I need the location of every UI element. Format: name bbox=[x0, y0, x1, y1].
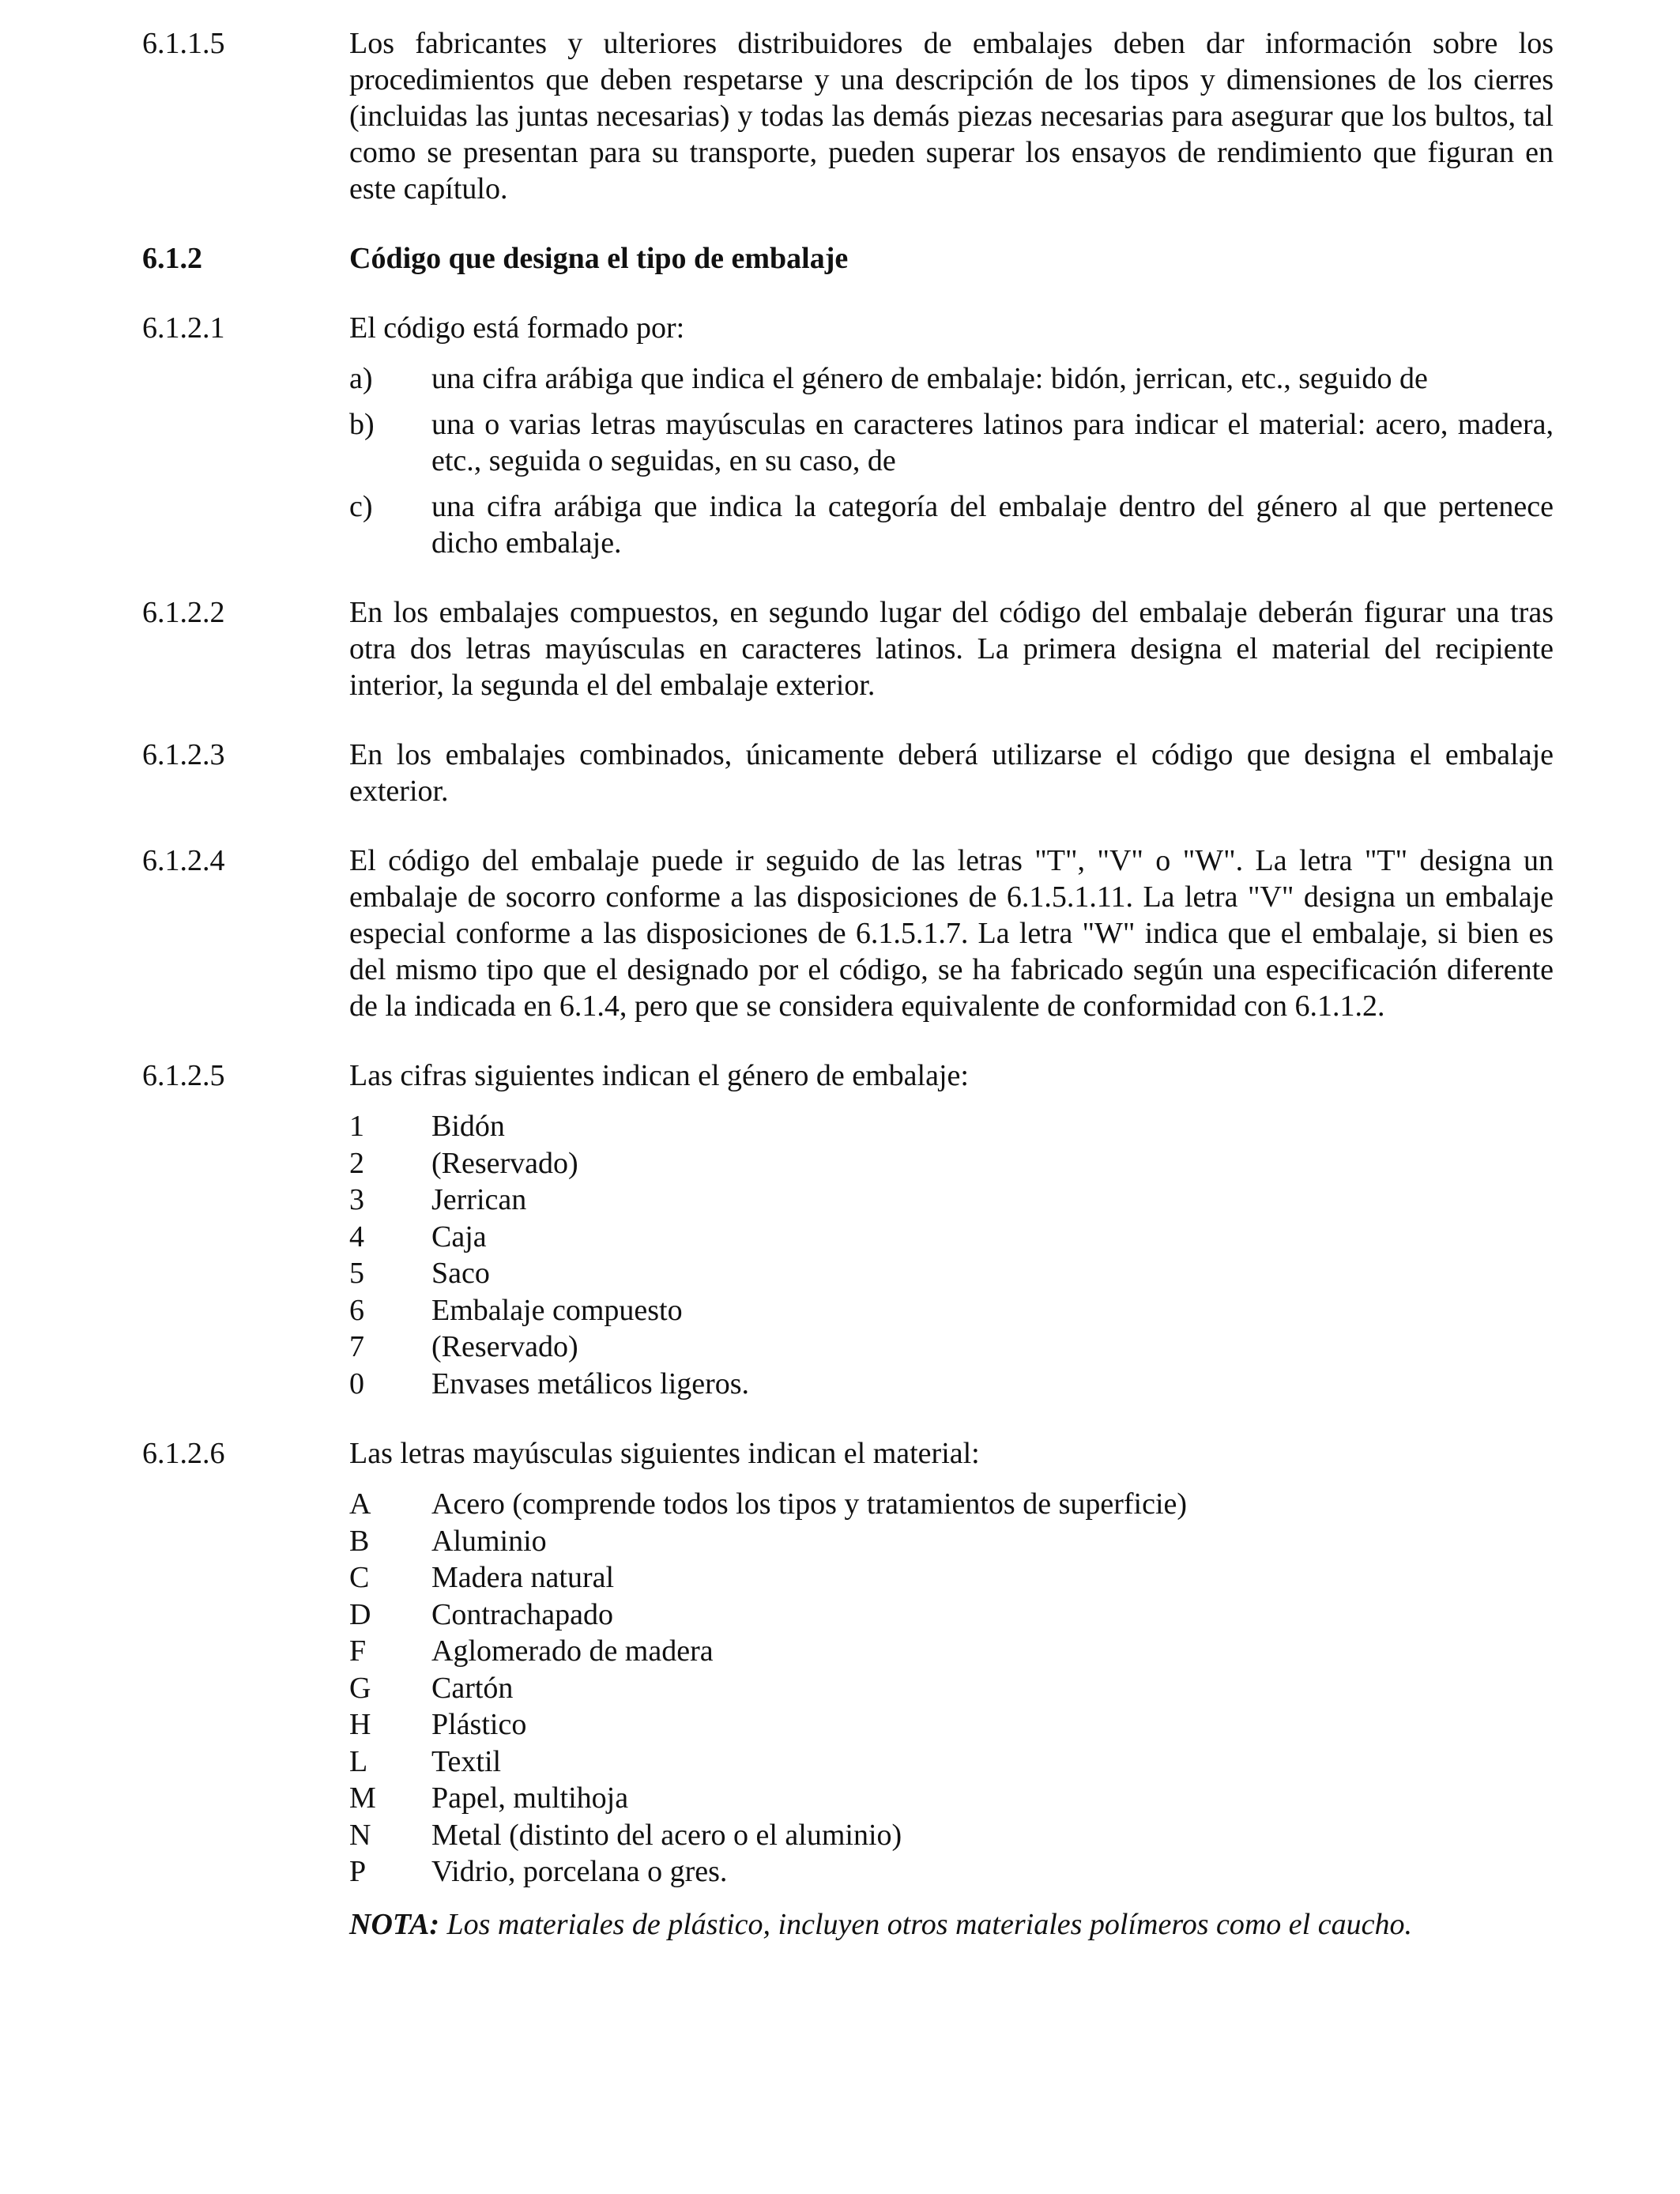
section-6-1-2-2 bbox=[142, 594, 1554, 703]
code-row bbox=[349, 1255, 1554, 1292]
section-paragraph: El código del embalaje puede ir seguido de las letras "T", "V" o "W". La letra "T" designa un embalaje de socorro conforme a las disposiciones de 6.1.5.1.11. La letra "V" designa un embalaje especial conforme a las disposiciones de 6.1.5.1.7. La letra "W" indica que el embalaje, si bien es del mismo tipo que el designado por el código, se ha fabricado según una especificación diferente de la indicada en 6.1.4, pero que se considera equivalente de conformidad con 6.1.1.2. bbox=[349, 844, 1554, 1023]
code-key: D bbox=[349, 1597, 371, 1631]
code-key: F bbox=[349, 1634, 367, 1668]
code-desc: Saco bbox=[431, 1257, 490, 1290]
code-row bbox=[349, 1145, 1554, 1182]
section-number: 6.1.2.2 bbox=[142, 596, 225, 629]
section-paragraph: En los embalajes compuestos, en segundo lugar del código del embalaje deberán figurar una tras otra dos letras mayúsculas en caracteres latinos. La primera designa el material del recipiente interior, la segunda el del embalaje exterior. bbox=[349, 596, 1554, 702]
section-6-1-1-5 bbox=[142, 25, 1554, 207]
code-desc: Metal (distinto del acero o el aluminio) bbox=[431, 1818, 902, 1852]
code-desc: Plástico bbox=[431, 1708, 527, 1741]
list-item-text: una o varias letras mayúsculas en caracteres latinos para indicar el material: acero, madera, etc., seguida o seguidas, en su caso, de bbox=[431, 408, 1554, 477]
section-paragraph: Los fabricantes y ulteriores distribuidores de embalajes deben dar información sobre los procedimientos que deben respetarse y una descripción de los tipos y dimensiones de los cierres (incluidas las juntas necesarias) y todas las demás piezas necesarias para asegurar que los bultos, tal como se presentan para su transporte, pueden superar los ensayos de rendimiento que figuran en este capítulo. bbox=[349, 27, 1554, 205]
code-desc: Aluminio bbox=[431, 1524, 547, 1558]
code-key: N bbox=[349, 1818, 371, 1852]
code-key: A bbox=[349, 1487, 371, 1521]
section-number: 6.1.2.1 bbox=[142, 311, 225, 345]
code-row bbox=[349, 1219, 1554, 1256]
code-key: 3 bbox=[349, 1183, 364, 1216]
code-desc: Embalaje compuesto bbox=[431, 1293, 683, 1327]
list-item-label: c) bbox=[349, 490, 373, 523]
code-desc: Papel, multihoja bbox=[431, 1781, 629, 1815]
code-row bbox=[349, 1523, 1554, 1560]
section-6-1-2-3 bbox=[142, 737, 1554, 809]
code-row bbox=[349, 1780, 1554, 1817]
code-key: 5 bbox=[349, 1257, 364, 1290]
code-row bbox=[349, 1366, 1554, 1403]
code-desc: Contrachapado bbox=[431, 1597, 614, 1631]
list-item bbox=[349, 360, 1554, 397]
section-6-1-2-heading bbox=[142, 240, 1554, 277]
code-row bbox=[349, 1817, 1554, 1854]
code-key: P bbox=[349, 1855, 367, 1888]
code-key: 7 bbox=[349, 1330, 364, 1363]
section-number: 6.1.2.5 bbox=[142, 1059, 225, 1092]
material-letter-codes bbox=[349, 1486, 1554, 1891]
code-key: 6 bbox=[349, 1293, 364, 1327]
code-key: 2 bbox=[349, 1146, 364, 1180]
code-desc: Textil bbox=[431, 1744, 502, 1778]
code-row bbox=[349, 1182, 1554, 1219]
code-key: 4 bbox=[349, 1220, 364, 1253]
section-number: 6.1.2.4 bbox=[142, 844, 225, 877]
code-desc: Envases metálicos ligeros. bbox=[431, 1367, 750, 1400]
code-key: 0 bbox=[349, 1367, 364, 1400]
code-row bbox=[349, 1486, 1554, 1523]
section-6-1-2-6 bbox=[142, 1435, 1554, 1943]
code-row bbox=[349, 1596, 1554, 1634]
section-6-1-2-5 bbox=[142, 1057, 1554, 1402]
list-item-label: b) bbox=[349, 408, 375, 441]
code-composition-list bbox=[349, 360, 1554, 561]
code-key: H bbox=[349, 1708, 371, 1741]
note-text: Los materiales de plástico, incluyen otros materiales polímeros como el caucho. bbox=[439, 1907, 1412, 1941]
code-desc: Madera natural bbox=[431, 1561, 615, 1594]
code-key: 1 bbox=[349, 1110, 364, 1143]
note-label: NOTA: bbox=[349, 1907, 439, 1941]
code-desc: (Reservado) bbox=[431, 1330, 578, 1363]
code-row bbox=[349, 1670, 1554, 1707]
section-6-1-2-1 bbox=[142, 310, 1554, 561]
code-desc: Caja bbox=[431, 1220, 487, 1253]
list-item bbox=[349, 488, 1554, 561]
section-paragraph: El código está formado por: bbox=[349, 311, 685, 345]
code-key: B bbox=[349, 1524, 370, 1558]
section-6-1-2-4 bbox=[142, 843, 1554, 1024]
section-paragraph: En los embalajes combinados, únicamente deberá utilizarse el código que designa el embalaje exterior. bbox=[349, 738, 1554, 808]
code-row bbox=[349, 1108, 1554, 1145]
list-item-text: una cifra arábiga que indica el género de embalaje: bidón, jerrican, etc., seguido de bbox=[431, 362, 1428, 395]
code-desc: (Reservado) bbox=[431, 1146, 578, 1180]
section-number: 6.1.2.3 bbox=[142, 738, 225, 771]
section-paragraph: Las cifras siguientes indican el género de embalaje: bbox=[349, 1059, 969, 1092]
list-item-text: una cifra arábiga que indica la categoría del embalaje dentro del género al que pertenece dicho embalaje. bbox=[431, 490, 1554, 560]
document-page bbox=[142, 25, 1554, 1943]
code-desc: Jerrican bbox=[431, 1183, 527, 1216]
section-number: 6.1.2 bbox=[142, 242, 202, 275]
code-row bbox=[349, 1633, 1554, 1670]
code-key: C bbox=[349, 1561, 370, 1594]
code-key: M bbox=[349, 1781, 376, 1815]
section-number: 6.1.2.6 bbox=[142, 1437, 225, 1470]
packaging-kind-codes bbox=[349, 1108, 1554, 1402]
section-title: Código que designa el tipo de embalaje bbox=[349, 242, 849, 275]
code-row bbox=[349, 1744, 1554, 1781]
code-row bbox=[349, 1559, 1554, 1596]
code-row bbox=[349, 1329, 1554, 1366]
code-row bbox=[349, 1853, 1554, 1891]
code-desc: Aglomerado de madera bbox=[431, 1634, 714, 1668]
code-row bbox=[349, 1706, 1554, 1744]
code-desc: Bidón bbox=[431, 1110, 505, 1143]
code-desc: Cartón bbox=[431, 1671, 514, 1705]
list-item-label: a) bbox=[349, 362, 373, 395]
section-paragraph: Las letras mayúsculas siguientes indican el material: bbox=[349, 1437, 980, 1470]
note bbox=[349, 1906, 1554, 1943]
code-desc: Acero (comprende todos los tipos y tratamientos de superficie) bbox=[431, 1487, 1188, 1521]
code-desc: Vidrio, porcelana o gres. bbox=[431, 1855, 728, 1888]
code-row bbox=[349, 1292, 1554, 1329]
code-key: L bbox=[349, 1744, 368, 1778]
section-number: 6.1.1.5 bbox=[142, 27, 225, 60]
code-key: G bbox=[349, 1671, 371, 1705]
list-item bbox=[349, 406, 1554, 479]
